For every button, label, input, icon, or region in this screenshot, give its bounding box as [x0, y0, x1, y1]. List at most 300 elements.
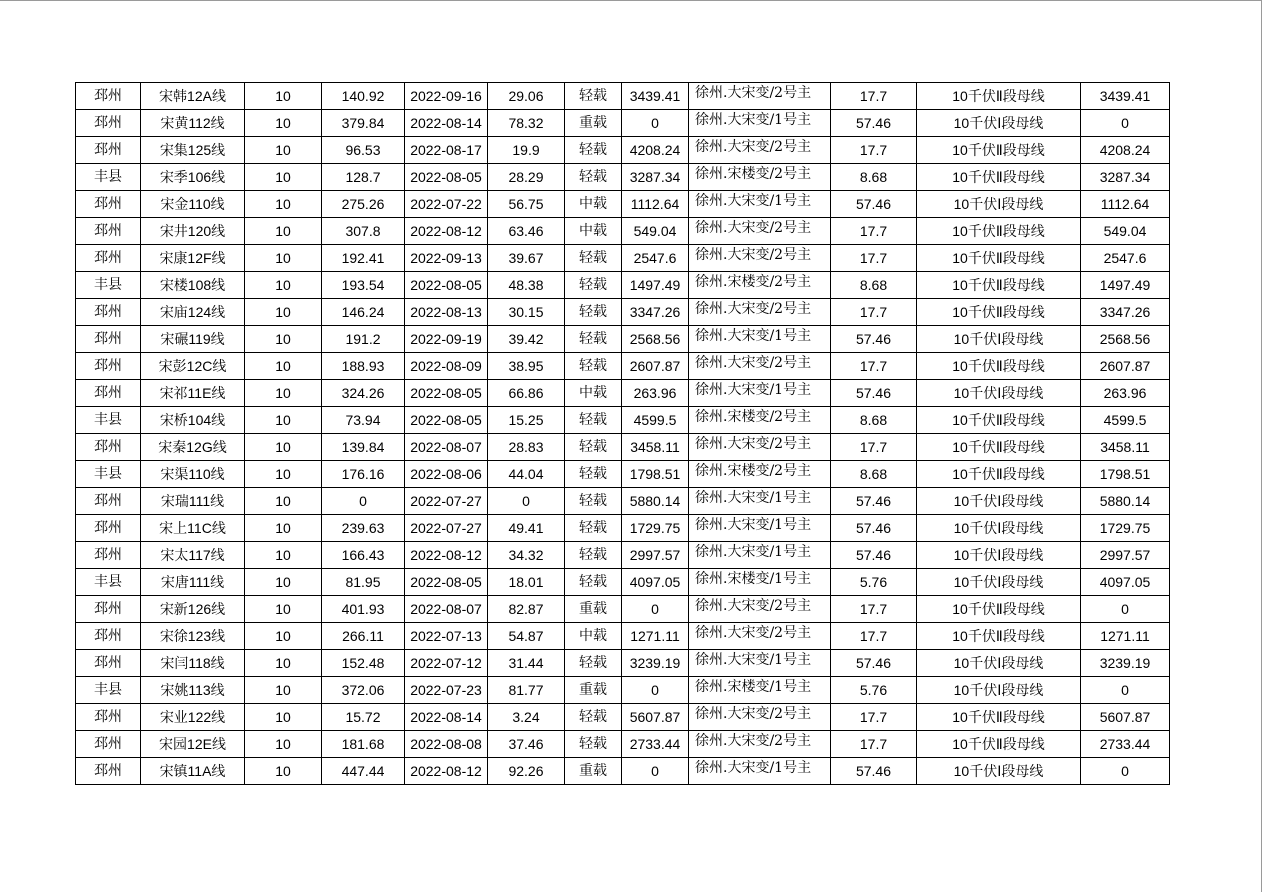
- load-status-cell[interactable]: 轻载: [565, 650, 622, 677]
- load-rate-cell[interactable]: 44.04: [488, 461, 565, 488]
- capacity-cell[interactable]: 5607.87: [622, 704, 689, 731]
- transformer-rate-cell[interactable]: 57.46: [831, 758, 917, 785]
- date-cell[interactable]: 2022-07-12: [405, 650, 488, 677]
- line-name-cell[interactable]: 宋业122线: [141, 704, 245, 731]
- transformer-cell[interactable]: [689, 110, 831, 137]
- load-status-cell[interactable]: 轻载: [565, 731, 622, 758]
- line-name-cell[interactable]: 宋镇11A线: [141, 758, 245, 785]
- transformer-rate-cell[interactable]: 17.7: [831, 731, 917, 758]
- load-status-cell[interactable]: 重载: [565, 110, 622, 137]
- busbar-cell[interactable]: 10千伏Ⅱ段母线: [917, 353, 1081, 380]
- current-cell[interactable]: 307.8: [322, 218, 405, 245]
- line-name-cell[interactable]: 宋太117线: [141, 542, 245, 569]
- remaining-capacity-cell[interactable]: 4599.5: [1081, 407, 1170, 434]
- capacity-cell[interactable]: 0: [622, 758, 689, 785]
- current-cell[interactable]: 191.2: [322, 326, 405, 353]
- busbar-cell[interactable]: 10千伏Ⅰ段母线: [917, 326, 1081, 353]
- line-name-cell[interactable]: 宋园12E线: [141, 731, 245, 758]
- transformer-cell[interactable]: [689, 407, 831, 434]
- capacity-cell[interactable]: 4599.5: [622, 407, 689, 434]
- line-name-cell[interactable]: 宋碾119线: [141, 326, 245, 353]
- remaining-capacity-cell[interactable]: 2547.6: [1081, 245, 1170, 272]
- voltage-cell[interactable]: 10: [245, 596, 322, 623]
- capacity-cell[interactable]: 2997.57: [622, 542, 689, 569]
- date-cell[interactable]: 2022-08-05: [405, 380, 488, 407]
- busbar-cell[interactable]: 10千伏Ⅱ段母线: [917, 272, 1081, 299]
- transformer-rate-cell[interactable]: 57.46: [831, 515, 917, 542]
- region-cell[interactable]: 邳州: [76, 542, 141, 569]
- load-status-cell[interactable]: 轻载: [565, 461, 622, 488]
- load-rate-cell[interactable]: 39.67: [488, 245, 565, 272]
- region-cell[interactable]: 邳州: [76, 218, 141, 245]
- busbar-cell[interactable]: 10千伏Ⅱ段母线: [917, 704, 1081, 731]
- capacity-cell[interactable]: 0: [622, 110, 689, 137]
- remaining-capacity-cell[interactable]: 4208.24: [1081, 137, 1170, 164]
- load-status-cell[interactable]: 轻载: [565, 299, 622, 326]
- load-rate-cell[interactable]: 15.25: [488, 407, 565, 434]
- voltage-cell[interactable]: 10: [245, 488, 322, 515]
- remaining-capacity-cell[interactable]: 3439.41: [1081, 83, 1170, 110]
- transformer-cell[interactable]: [689, 596, 831, 623]
- voltage-cell[interactable]: 10: [245, 272, 322, 299]
- capacity-cell[interactable]: 549.04: [622, 218, 689, 245]
- transformer-rate-cell[interactable]: 57.46: [831, 380, 917, 407]
- remaining-capacity-cell[interactable]: 2568.56: [1081, 326, 1170, 353]
- voltage-cell[interactable]: 10: [245, 380, 322, 407]
- current-cell[interactable]: 275.26: [322, 191, 405, 218]
- capacity-cell[interactable]: 2733.44: [622, 731, 689, 758]
- transformer-cell[interactable]: [689, 164, 831, 191]
- capacity-cell[interactable]: 3458.11: [622, 434, 689, 461]
- region-cell[interactable]: 邳州: [76, 191, 141, 218]
- load-status-cell[interactable]: 中载: [565, 191, 622, 218]
- current-cell[interactable]: 188.93: [322, 353, 405, 380]
- transformer-rate-cell[interactable]: 57.46: [831, 110, 917, 137]
- remaining-capacity-cell[interactable]: 5880.14: [1081, 488, 1170, 515]
- load-status-cell[interactable]: 轻载: [565, 272, 622, 299]
- date-cell[interactable]: 2022-09-16: [405, 83, 488, 110]
- transformer-rate-cell[interactable]: 57.46: [831, 191, 917, 218]
- transformer-cell[interactable]: [689, 191, 831, 218]
- load-rate-cell[interactable]: 31.44: [488, 650, 565, 677]
- current-cell[interactable]: 193.54: [322, 272, 405, 299]
- line-name-cell[interactable]: 宋庙124线: [141, 299, 245, 326]
- remaining-capacity-cell[interactable]: 5607.87: [1081, 704, 1170, 731]
- current-cell[interactable]: 176.16: [322, 461, 405, 488]
- load-status-cell[interactable]: 轻载: [565, 569, 622, 596]
- remaining-capacity-cell[interactable]: 263.96: [1081, 380, 1170, 407]
- date-cell[interactable]: 2022-08-13: [405, 299, 488, 326]
- load-rate-cell[interactable]: 78.32: [488, 110, 565, 137]
- remaining-capacity-cell[interactable]: 549.04: [1081, 218, 1170, 245]
- voltage-cell[interactable]: 10: [245, 164, 322, 191]
- region-cell[interactable]: 邳州: [76, 137, 141, 164]
- remaining-capacity-cell[interactable]: 2607.87: [1081, 353, 1170, 380]
- current-cell[interactable]: 192.41: [322, 245, 405, 272]
- transformer-cell[interactable]: [689, 137, 831, 164]
- date-cell[interactable]: 2022-07-23: [405, 677, 488, 704]
- load-status-cell[interactable]: 轻载: [565, 434, 622, 461]
- busbar-cell[interactable]: 10千伏Ⅰ段母线: [917, 110, 1081, 137]
- capacity-cell[interactable]: 0: [622, 677, 689, 704]
- region-cell[interactable]: 丰县: [76, 164, 141, 191]
- busbar-cell[interactable]: 10千伏Ⅱ段母线: [917, 164, 1081, 191]
- capacity-cell[interactable]: 3239.19: [622, 650, 689, 677]
- transformer-cell[interactable]: [689, 542, 831, 569]
- line-name-cell[interactable]: 宋渠110线: [141, 461, 245, 488]
- current-cell[interactable]: 239.63: [322, 515, 405, 542]
- transformer-cell[interactable]: [689, 515, 831, 542]
- region-cell[interactable]: 邳州: [76, 83, 141, 110]
- busbar-cell[interactable]: 10千伏Ⅰ段母线: [917, 650, 1081, 677]
- remaining-capacity-cell[interactable]: 3458.11: [1081, 434, 1170, 461]
- load-rate-cell[interactable]: 28.29: [488, 164, 565, 191]
- load-rate-cell[interactable]: 28.83: [488, 434, 565, 461]
- current-cell[interactable]: 128.7: [322, 164, 405, 191]
- load-rate-cell[interactable]: 92.26: [488, 758, 565, 785]
- transformer-rate-cell[interactable]: 17.7: [831, 245, 917, 272]
- busbar-cell[interactable]: 10千伏Ⅰ段母线: [917, 488, 1081, 515]
- current-cell[interactable]: 181.68: [322, 731, 405, 758]
- line-name-cell[interactable]: 宋唐111线: [141, 569, 245, 596]
- current-cell[interactable]: 0: [322, 488, 405, 515]
- region-cell[interactable]: 邳州: [76, 758, 141, 785]
- load-rate-cell[interactable]: 54.87: [488, 623, 565, 650]
- transformer-rate-cell[interactable]: 8.68: [831, 164, 917, 191]
- region-cell[interactable]: 邳州: [76, 380, 141, 407]
- transformer-rate-cell[interactable]: 17.7: [831, 218, 917, 245]
- current-cell[interactable]: 96.53: [322, 137, 405, 164]
- transformer-rate-cell[interactable]: 57.46: [831, 488, 917, 515]
- busbar-cell[interactable]: 10千伏Ⅱ段母线: [917, 218, 1081, 245]
- load-rate-cell[interactable]: 81.77: [488, 677, 565, 704]
- load-status-cell[interactable]: 轻载: [565, 245, 622, 272]
- remaining-capacity-cell[interactable]: 0: [1081, 758, 1170, 785]
- voltage-cell[interactable]: 10: [245, 218, 322, 245]
- date-cell[interactable]: 2022-08-07: [405, 596, 488, 623]
- current-cell[interactable]: 152.48: [322, 650, 405, 677]
- line-name-cell[interactable]: 宋上11C线: [141, 515, 245, 542]
- voltage-cell[interactable]: 10: [245, 650, 322, 677]
- current-cell[interactable]: 401.93: [322, 596, 405, 623]
- transformer-cell[interactable]: [689, 245, 831, 272]
- current-cell[interactable]: 140.92: [322, 83, 405, 110]
- transformer-rate-cell[interactable]: 17.7: [831, 623, 917, 650]
- date-cell[interactable]: 2022-08-05: [405, 164, 488, 191]
- transformer-rate-cell[interactable]: 8.68: [831, 407, 917, 434]
- line-name-cell[interactable]: 宋闫118线: [141, 650, 245, 677]
- current-cell[interactable]: 379.84: [322, 110, 405, 137]
- date-cell[interactable]: 2022-07-22: [405, 191, 488, 218]
- remaining-capacity-cell[interactable]: 1798.51: [1081, 461, 1170, 488]
- load-rate-cell[interactable]: 66.86: [488, 380, 565, 407]
- remaining-capacity-cell[interactable]: 0: [1081, 677, 1170, 704]
- capacity-cell[interactable]: 2607.87: [622, 353, 689, 380]
- transformer-cell[interactable]: [689, 650, 831, 677]
- capacity-cell[interactable]: 1729.75: [622, 515, 689, 542]
- load-rate-cell[interactable]: 38.95: [488, 353, 565, 380]
- load-rate-cell[interactable]: 49.41: [488, 515, 565, 542]
- capacity-cell[interactable]: 1798.51: [622, 461, 689, 488]
- transformer-rate-cell[interactable]: 17.7: [831, 83, 917, 110]
- capacity-cell[interactable]: 1112.64: [622, 191, 689, 218]
- line-name-cell[interactable]: 宋姚113线: [141, 677, 245, 704]
- region-cell[interactable]: 丰县: [76, 272, 141, 299]
- busbar-cell[interactable]: 10千伏Ⅱ段母线: [917, 245, 1081, 272]
- capacity-cell[interactable]: 1271.11: [622, 623, 689, 650]
- transformer-rate-cell[interactable]: 17.7: [831, 596, 917, 623]
- date-cell[interactable]: 2022-08-14: [405, 704, 488, 731]
- current-cell[interactable]: 139.84: [322, 434, 405, 461]
- current-cell[interactable]: 15.72: [322, 704, 405, 731]
- voltage-cell[interactable]: 10: [245, 110, 322, 137]
- transformer-rate-cell[interactable]: 57.46: [831, 326, 917, 353]
- line-name-cell[interactable]: 宋井120线: [141, 218, 245, 245]
- region-cell[interactable]: 邳州: [76, 110, 141, 137]
- remaining-capacity-cell[interactable]: 1497.49: [1081, 272, 1170, 299]
- remaining-capacity-cell[interactable]: 4097.05: [1081, 569, 1170, 596]
- transformer-cell[interactable]: [689, 434, 831, 461]
- load-rate-cell[interactable]: 0: [488, 488, 565, 515]
- capacity-cell[interactable]: 4097.05: [622, 569, 689, 596]
- capacity-cell[interactable]: 4208.24: [622, 137, 689, 164]
- capacity-cell[interactable]: 2568.56: [622, 326, 689, 353]
- transformer-rate-cell[interactable]: 5.76: [831, 677, 917, 704]
- transformer-cell[interactable]: [689, 677, 831, 704]
- transformer-rate-cell[interactable]: 8.68: [831, 461, 917, 488]
- date-cell[interactable]: 2022-08-06: [405, 461, 488, 488]
- current-cell[interactable]: 266.11: [322, 623, 405, 650]
- busbar-cell[interactable]: 10千伏Ⅱ段母线: [917, 731, 1081, 758]
- load-status-cell[interactable]: 轻载: [565, 488, 622, 515]
- transformer-cell[interactable]: [689, 758, 831, 785]
- voltage-cell[interactable]: 10: [245, 623, 322, 650]
- load-status-cell[interactable]: 重载: [565, 677, 622, 704]
- date-cell[interactable]: 2022-08-05: [405, 569, 488, 596]
- load-rate-cell[interactable]: 30.15: [488, 299, 565, 326]
- region-cell[interactable]: 邳州: [76, 299, 141, 326]
- date-cell[interactable]: 2022-09-19: [405, 326, 488, 353]
- date-cell[interactable]: 2022-08-12: [405, 218, 488, 245]
- region-cell[interactable]: 丰县: [76, 407, 141, 434]
- busbar-cell[interactable]: 10千伏Ⅱ段母线: [917, 596, 1081, 623]
- line-name-cell[interactable]: 宋桥104线: [141, 407, 245, 434]
- busbar-cell[interactable]: 10千伏Ⅱ段母线: [917, 299, 1081, 326]
- line-name-cell[interactable]: 宋季106线: [141, 164, 245, 191]
- load-rate-cell[interactable]: 56.75: [488, 191, 565, 218]
- transformer-cell[interactable]: [689, 461, 831, 488]
- voltage-cell[interactable]: 10: [245, 191, 322, 218]
- load-status-cell[interactable]: 轻载: [565, 353, 622, 380]
- region-cell[interactable]: 邳州: [76, 731, 141, 758]
- voltage-cell[interactable]: 10: [245, 677, 322, 704]
- load-rate-cell[interactable]: 82.87: [488, 596, 565, 623]
- capacity-cell[interactable]: 3347.26: [622, 299, 689, 326]
- date-cell[interactable]: 2022-08-09: [405, 353, 488, 380]
- load-rate-cell[interactable]: 18.01: [488, 569, 565, 596]
- line-name-cell[interactable]: 宋秦12G线: [141, 434, 245, 461]
- busbar-cell[interactable]: 10千伏Ⅱ段母线: [917, 461, 1081, 488]
- transformer-rate-cell[interactable]: 17.7: [831, 299, 917, 326]
- transformer-cell[interactable]: [689, 704, 831, 731]
- transformer-cell[interactable]: [689, 326, 831, 353]
- remaining-capacity-cell[interactable]: 3287.34: [1081, 164, 1170, 191]
- transformer-rate-cell[interactable]: 8.68: [831, 272, 917, 299]
- remaining-capacity-cell[interactable]: 0: [1081, 110, 1170, 137]
- capacity-cell[interactable]: 263.96: [622, 380, 689, 407]
- transformer-cell[interactable]: [689, 83, 831, 110]
- current-cell[interactable]: 372.06: [322, 677, 405, 704]
- transformer-cell[interactable]: [689, 218, 831, 245]
- load-status-cell[interactable]: 中载: [565, 380, 622, 407]
- date-cell[interactable]: 2022-08-07: [405, 434, 488, 461]
- load-status-cell[interactable]: 重载: [565, 596, 622, 623]
- line-name-cell[interactable]: 宋祁11E线: [141, 380, 245, 407]
- voltage-cell[interactable]: 10: [245, 326, 322, 353]
- capacity-cell[interactable]: 0: [622, 596, 689, 623]
- voltage-cell[interactable]: 10: [245, 515, 322, 542]
- line-name-cell[interactable]: 宋楼108线: [141, 272, 245, 299]
- region-cell[interactable]: 邳州: [76, 353, 141, 380]
- busbar-cell[interactable]: 10千伏Ⅱ段母线: [917, 623, 1081, 650]
- voltage-cell[interactable]: 10: [245, 407, 322, 434]
- load-status-cell[interactable]: 轻载: [565, 704, 622, 731]
- line-name-cell[interactable]: 宋金110线: [141, 191, 245, 218]
- date-cell[interactable]: 2022-08-05: [405, 272, 488, 299]
- remaining-capacity-cell[interactable]: 1112.64: [1081, 191, 1170, 218]
- line-name-cell[interactable]: 宋新126线: [141, 596, 245, 623]
- busbar-cell[interactable]: 10千伏Ⅱ段母线: [917, 434, 1081, 461]
- busbar-cell[interactable]: 10千伏Ⅰ段母线: [917, 677, 1081, 704]
- capacity-cell[interactable]: 3439.41: [622, 83, 689, 110]
- capacity-cell[interactable]: 2547.6: [622, 245, 689, 272]
- voltage-cell[interactable]: 10: [245, 83, 322, 110]
- current-cell[interactable]: 146.24: [322, 299, 405, 326]
- remaining-capacity-cell[interactable]: 1271.11: [1081, 623, 1170, 650]
- transformer-cell[interactable]: [689, 623, 831, 650]
- voltage-cell[interactable]: 10: [245, 353, 322, 380]
- region-cell[interactable]: 丰县: [76, 677, 141, 704]
- date-cell[interactable]: 2022-07-27: [405, 488, 488, 515]
- voltage-cell[interactable]: 10: [245, 137, 322, 164]
- load-rate-cell[interactable]: 48.38: [488, 272, 565, 299]
- transformer-rate-cell[interactable]: 17.7: [831, 137, 917, 164]
- date-cell[interactable]: 2022-08-12: [405, 758, 488, 785]
- remaining-capacity-cell[interactable]: 1729.75: [1081, 515, 1170, 542]
- remaining-capacity-cell[interactable]: 3239.19: [1081, 650, 1170, 677]
- busbar-cell[interactable]: 10千伏Ⅱ段母线: [917, 137, 1081, 164]
- load-rate-cell[interactable]: 29.06: [488, 83, 565, 110]
- voltage-cell[interactable]: 10: [245, 758, 322, 785]
- busbar-cell[interactable]: 10千伏Ⅰ段母线: [917, 569, 1081, 596]
- transformer-rate-cell[interactable]: 17.7: [831, 704, 917, 731]
- line-name-cell[interactable]: 宋集125线: [141, 137, 245, 164]
- load-rate-cell[interactable]: 34.32: [488, 542, 565, 569]
- capacity-cell[interactable]: 5880.14: [622, 488, 689, 515]
- region-cell[interactable]: 丰县: [76, 569, 141, 596]
- transformer-cell[interactable]: [689, 731, 831, 758]
- transformer-rate-cell[interactable]: 57.46: [831, 542, 917, 569]
- voltage-cell[interactable]: 10: [245, 299, 322, 326]
- busbar-cell[interactable]: 10千伏Ⅰ段母线: [917, 380, 1081, 407]
- date-cell[interactable]: 2022-07-27: [405, 515, 488, 542]
- transformer-rate-cell[interactable]: 57.46: [831, 650, 917, 677]
- region-cell[interactable]: 邳州: [76, 245, 141, 272]
- remaining-capacity-cell[interactable]: 0: [1081, 596, 1170, 623]
- load-status-cell[interactable]: 轻载: [565, 164, 622, 191]
- region-cell[interactable]: 邳州: [76, 488, 141, 515]
- region-cell[interactable]: 丰县: [76, 461, 141, 488]
- load-status-cell[interactable]: 轻载: [565, 83, 622, 110]
- transformer-cell[interactable]: [689, 380, 831, 407]
- voltage-cell[interactable]: 10: [245, 731, 322, 758]
- load-rate-cell[interactable]: 37.46: [488, 731, 565, 758]
- date-cell[interactable]: 2022-08-17: [405, 137, 488, 164]
- transformer-cell[interactable]: [689, 299, 831, 326]
- load-rate-cell[interactable]: 3.24: [488, 704, 565, 731]
- voltage-cell[interactable]: 10: [245, 245, 322, 272]
- busbar-cell[interactable]: 10千伏Ⅰ段母线: [917, 758, 1081, 785]
- date-cell[interactable]: 2022-08-14: [405, 110, 488, 137]
- line-name-cell[interactable]: 宋瑞111线: [141, 488, 245, 515]
- remaining-capacity-cell[interactable]: 2733.44: [1081, 731, 1170, 758]
- remaining-capacity-cell[interactable]: 2997.57: [1081, 542, 1170, 569]
- current-cell[interactable]: 81.95: [322, 569, 405, 596]
- busbar-cell[interactable]: 10千伏Ⅰ段母线: [917, 191, 1081, 218]
- current-cell[interactable]: 324.26: [322, 380, 405, 407]
- voltage-cell[interactable]: 10: [245, 704, 322, 731]
- region-cell[interactable]: 邳州: [76, 596, 141, 623]
- date-cell[interactable]: 2022-08-05: [405, 407, 488, 434]
- current-cell[interactable]: 166.43: [322, 542, 405, 569]
- load-status-cell[interactable]: 中载: [565, 623, 622, 650]
- load-rate-cell[interactable]: 39.42: [488, 326, 565, 353]
- region-cell[interactable]: 邳州: [76, 515, 141, 542]
- voltage-cell[interactable]: 10: [245, 461, 322, 488]
- line-name-cell[interactable]: 宋黄112线: [141, 110, 245, 137]
- busbar-cell[interactable]: 10千伏Ⅰ段母线: [917, 542, 1081, 569]
- region-cell[interactable]: 邳州: [76, 434, 141, 461]
- load-status-cell[interactable]: 轻载: [565, 326, 622, 353]
- transformer-rate-cell[interactable]: 5.76: [831, 569, 917, 596]
- date-cell[interactable]: 2022-08-12: [405, 542, 488, 569]
- line-name-cell[interactable]: 宋康12F线: [141, 245, 245, 272]
- load-status-cell[interactable]: 轻载: [565, 542, 622, 569]
- line-name-cell[interactable]: 宋徐123线: [141, 623, 245, 650]
- load-status-cell[interactable]: 中载: [565, 218, 622, 245]
- region-cell[interactable]: 邳州: [76, 704, 141, 731]
- busbar-cell[interactable]: 10千伏Ⅱ段母线: [917, 83, 1081, 110]
- capacity-cell[interactable]: 3287.34: [622, 164, 689, 191]
- date-cell[interactable]: 2022-08-08: [405, 731, 488, 758]
- date-cell[interactable]: 2022-09-13: [405, 245, 488, 272]
- transformer-rate-cell[interactable]: 17.7: [831, 353, 917, 380]
- transformer-cell[interactable]: [689, 272, 831, 299]
- transformer-rate-cell[interactable]: 17.7: [831, 434, 917, 461]
- capacity-cell[interactable]: 1497.49: [622, 272, 689, 299]
- load-status-cell[interactable]: 轻载: [565, 515, 622, 542]
- busbar-cell[interactable]: 10千伏Ⅰ段母线: [917, 515, 1081, 542]
- region-cell[interactable]: 邳州: [76, 326, 141, 353]
- voltage-cell[interactable]: 10: [245, 434, 322, 461]
- region-cell[interactable]: 邳州: [76, 650, 141, 677]
- date-cell[interactable]: 2022-07-13: [405, 623, 488, 650]
- load-status-cell[interactable]: 重载: [565, 758, 622, 785]
- voltage-cell[interactable]: 10: [245, 542, 322, 569]
- transformer-cell[interactable]: [689, 488, 831, 515]
- load-rate-cell[interactable]: 63.46: [488, 218, 565, 245]
- voltage-cell[interactable]: 10: [245, 569, 322, 596]
